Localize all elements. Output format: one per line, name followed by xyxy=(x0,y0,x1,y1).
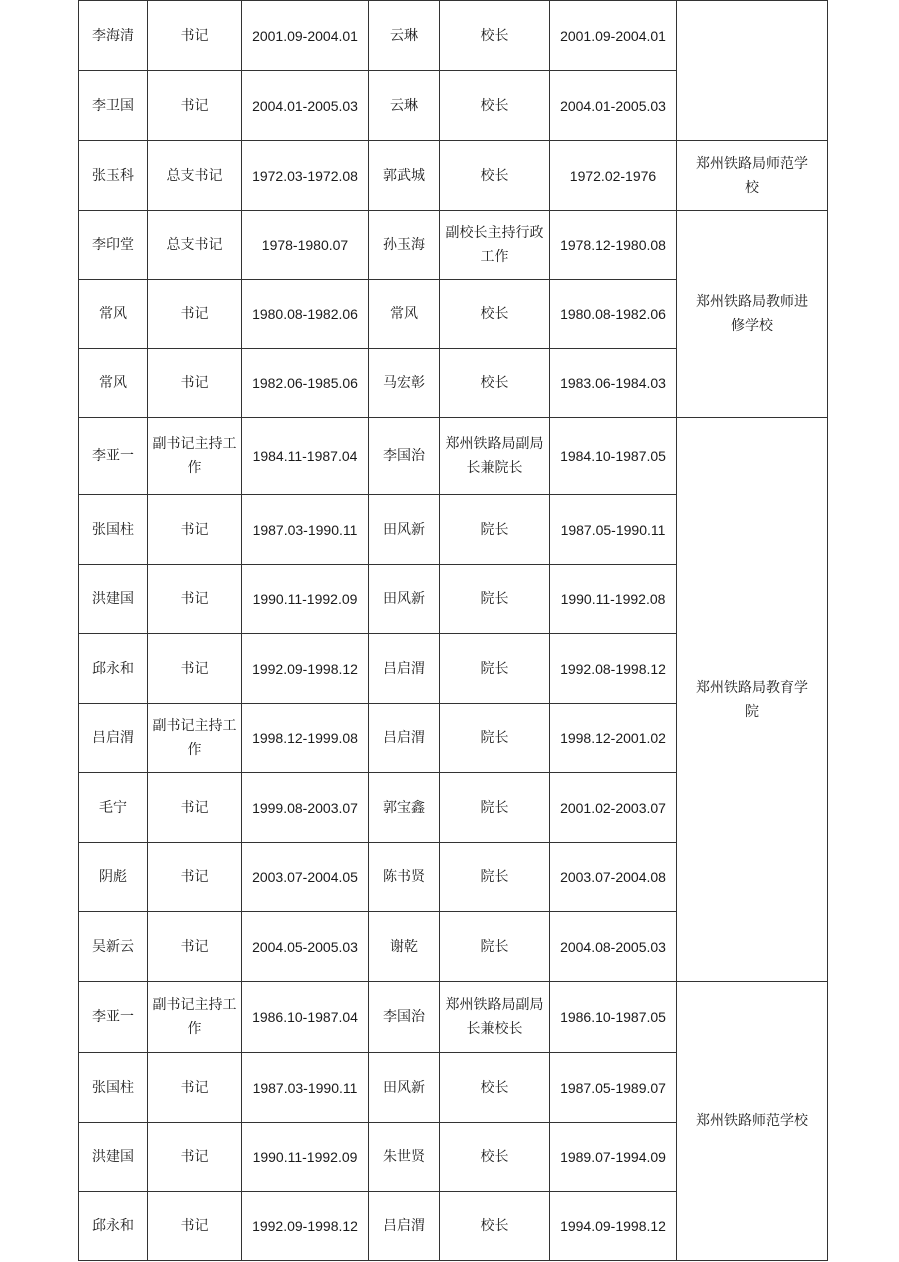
secretary-title-cell: 书记 xyxy=(148,565,242,634)
head-name-cell: 谢乾 xyxy=(369,912,440,982)
head-title-cell: 校长 xyxy=(440,71,550,141)
head-title-cell: 校长 xyxy=(440,1123,550,1192)
secretary-title-cell: 书记 xyxy=(148,843,242,912)
head-name-cell: 吕启渭 xyxy=(369,704,440,773)
head-term-cell: 1984.10-1987.05 xyxy=(550,418,677,495)
secretary-term-cell: 2004.01-2005.03 xyxy=(242,71,369,141)
secretary-name-cell: 李海清 xyxy=(79,1,148,71)
institution-cell xyxy=(677,1,828,141)
head-term-cell: 1987.05-1990.11 xyxy=(550,495,677,565)
head-term-cell: 1983.06-1984.03 xyxy=(550,349,677,418)
table-row xyxy=(79,1,828,71)
head-term-cell: 2003.07-2004.08 xyxy=(550,843,677,912)
head-name-cell: 云琳 xyxy=(369,71,440,141)
head-title-cell: 院长 xyxy=(440,912,550,982)
head-name-cell: 田风新 xyxy=(369,495,440,565)
secretary-title-cell: 书记 xyxy=(148,773,242,843)
secretary-term-cell: 1990.11-1992.09 xyxy=(242,565,369,634)
institution-cell: 郑州铁路局师范学校 xyxy=(677,141,828,211)
head-name-cell: 朱世贤 xyxy=(369,1123,440,1192)
head-name-cell: 马宏彰 xyxy=(369,349,440,418)
table-row xyxy=(79,982,828,1053)
secretary-title-cell: 书记 xyxy=(148,1192,242,1261)
head-term-cell: 1972.02-1976 xyxy=(550,141,677,211)
head-title-cell: 校长 xyxy=(440,1,550,71)
head-name-cell: 李国治 xyxy=(369,418,440,495)
head-title-cell: 校长 xyxy=(440,280,550,349)
secretary-term-cell: 2001.09-2004.01 xyxy=(242,1,369,71)
head-title-cell: 校长 xyxy=(440,141,550,211)
head-name-cell: 郭宝鑫 xyxy=(369,773,440,843)
secretary-term-cell: 1987.03-1990.11 xyxy=(242,1053,369,1123)
secretary-term-cell: 1990.11-1992.09 xyxy=(242,1123,369,1192)
table-body xyxy=(79,1,828,1261)
secretary-name-cell: 邱永和 xyxy=(79,634,148,704)
head-title-cell: 院长 xyxy=(440,634,550,704)
head-title-cell: 校长 xyxy=(440,1053,550,1123)
secretary-name-cell: 邱永和 xyxy=(79,1192,148,1261)
secretary-term-cell: 1992.09-1998.12 xyxy=(242,634,369,704)
secretary-name-cell: 毛宁 xyxy=(79,773,148,843)
secretary-title-cell: 总支书记 xyxy=(148,141,242,211)
secretary-title-cell: 总支书记 xyxy=(148,211,242,280)
secretary-title-cell: 书记 xyxy=(148,349,242,418)
secretary-term-cell: 1987.03-1990.11 xyxy=(242,495,369,565)
head-term-cell: 2004.01-2005.03 xyxy=(550,71,677,141)
head-term-cell: 2001.09-2004.01 xyxy=(550,1,677,71)
head-name-cell: 郭武城 xyxy=(369,141,440,211)
secretary-name-cell: 吴新云 xyxy=(79,912,148,982)
secretary-name-cell: 李亚一 xyxy=(79,418,148,495)
head-term-cell: 2001.02-2003.07 xyxy=(550,773,677,843)
head-name-cell: 常风 xyxy=(369,280,440,349)
secretary-title-cell: 书记 xyxy=(148,1123,242,1192)
head-name-cell: 吕启渭 xyxy=(369,634,440,704)
head-name-cell: 云琳 xyxy=(369,1,440,71)
secretary-term-cell: 1999.08-2003.07 xyxy=(242,773,369,843)
head-name-cell: 吕启渭 xyxy=(369,1192,440,1261)
head-name-cell: 陈书贤 xyxy=(369,843,440,912)
secretary-title-cell: 副书记主持工作 xyxy=(148,418,242,495)
head-name-cell: 孙玉海 xyxy=(369,211,440,280)
leaders-table xyxy=(78,0,828,1261)
head-term-cell: 1980.08-1982.06 xyxy=(550,280,677,349)
head-term-cell: 1992.08-1998.12 xyxy=(550,634,677,704)
secretary-term-cell: 1972.03-1972.08 xyxy=(242,141,369,211)
secretary-name-cell: 洪建国 xyxy=(79,1123,148,1192)
secretary-term-cell: 2003.07-2004.05 xyxy=(242,843,369,912)
secretary-name-cell: 李印堂 xyxy=(79,211,148,280)
head-title-cell: 院长 xyxy=(440,704,550,773)
secretary-name-cell: 张国柱 xyxy=(79,1053,148,1123)
head-term-cell: 1998.12-2001.02 xyxy=(550,704,677,773)
head-title-cell: 校长 xyxy=(440,349,550,418)
secretary-name-cell: 阴彪 xyxy=(79,843,148,912)
head-title-cell: 郑州铁路局副局长兼院长 xyxy=(440,418,550,495)
head-name-cell: 田风新 xyxy=(369,1053,440,1123)
head-term-cell: 1978.12-1980.08 xyxy=(550,211,677,280)
head-title-cell: 院长 xyxy=(440,843,550,912)
head-title-cell: 院长 xyxy=(440,773,550,843)
secretary-name-cell: 常风 xyxy=(79,280,148,349)
head-term-cell: 1989.07-1994.09 xyxy=(550,1123,677,1192)
table-row xyxy=(79,418,828,495)
head-title-cell: 副校长主持行政工作 xyxy=(440,211,550,280)
head-title-cell: 郑州铁路局副局长兼校长 xyxy=(440,982,550,1053)
secretary-name-cell: 张玉科 xyxy=(79,141,148,211)
secretary-term-cell: 1978-1980.07 xyxy=(242,211,369,280)
secretary-term-cell: 1998.12-1999.08 xyxy=(242,704,369,773)
secretary-title-cell: 书记 xyxy=(148,1,242,71)
secretary-name-cell: 李卫国 xyxy=(79,71,148,141)
head-name-cell: 田风新 xyxy=(369,565,440,634)
institution-cell: 郑州铁路局教师进修学校 xyxy=(677,211,828,418)
secretary-term-cell: 2004.05-2005.03 xyxy=(242,912,369,982)
secretary-name-cell: 常风 xyxy=(79,349,148,418)
head-title-cell: 院长 xyxy=(440,495,550,565)
secretary-title-cell: 书记 xyxy=(148,1053,242,1123)
secretary-title-cell: 书记 xyxy=(148,71,242,141)
secretary-title-cell: 副书记主持工作 xyxy=(148,982,242,1053)
head-term-cell: 1994.09-1998.12 xyxy=(550,1192,677,1261)
table-row xyxy=(79,141,828,211)
head-term-cell: 1986.10-1987.05 xyxy=(550,982,677,1053)
secretary-title-cell: 书记 xyxy=(148,280,242,349)
secretary-term-cell: 1982.06-1985.06 xyxy=(242,349,369,418)
table-row xyxy=(79,211,828,280)
head-title-cell: 校长 xyxy=(440,1192,550,1261)
institution-cell: 郑州铁路师范学校 xyxy=(677,982,828,1261)
head-term-cell: 2004.08-2005.03 xyxy=(550,912,677,982)
secretary-title-cell: 书记 xyxy=(148,495,242,565)
secretary-name-cell: 张国柱 xyxy=(79,495,148,565)
secretary-title-cell: 书记 xyxy=(148,634,242,704)
secretary-term-cell: 1992.09-1998.12 xyxy=(242,1192,369,1261)
head-title-cell: 院长 xyxy=(440,565,550,634)
head-term-cell: 1987.05-1989.07 xyxy=(550,1053,677,1123)
secretary-term-cell: 1984.11-1987.04 xyxy=(242,418,369,495)
head-term-cell: 1990.11-1992.08 xyxy=(550,565,677,634)
secretary-term-cell: 1986.10-1987.04 xyxy=(242,982,369,1053)
institution-cell: 郑州铁路局教育学院 xyxy=(677,418,828,982)
secretary-name-cell: 洪建国 xyxy=(79,565,148,634)
head-name-cell: 李国治 xyxy=(369,982,440,1053)
secretary-name-cell: 李亚一 xyxy=(79,982,148,1053)
secretary-title-cell: 副书记主持工作 xyxy=(148,704,242,773)
secretary-term-cell: 1980.08-1982.06 xyxy=(242,280,369,349)
secretary-title-cell: 书记 xyxy=(148,912,242,982)
secretary-name-cell: 吕启渭 xyxy=(79,704,148,773)
